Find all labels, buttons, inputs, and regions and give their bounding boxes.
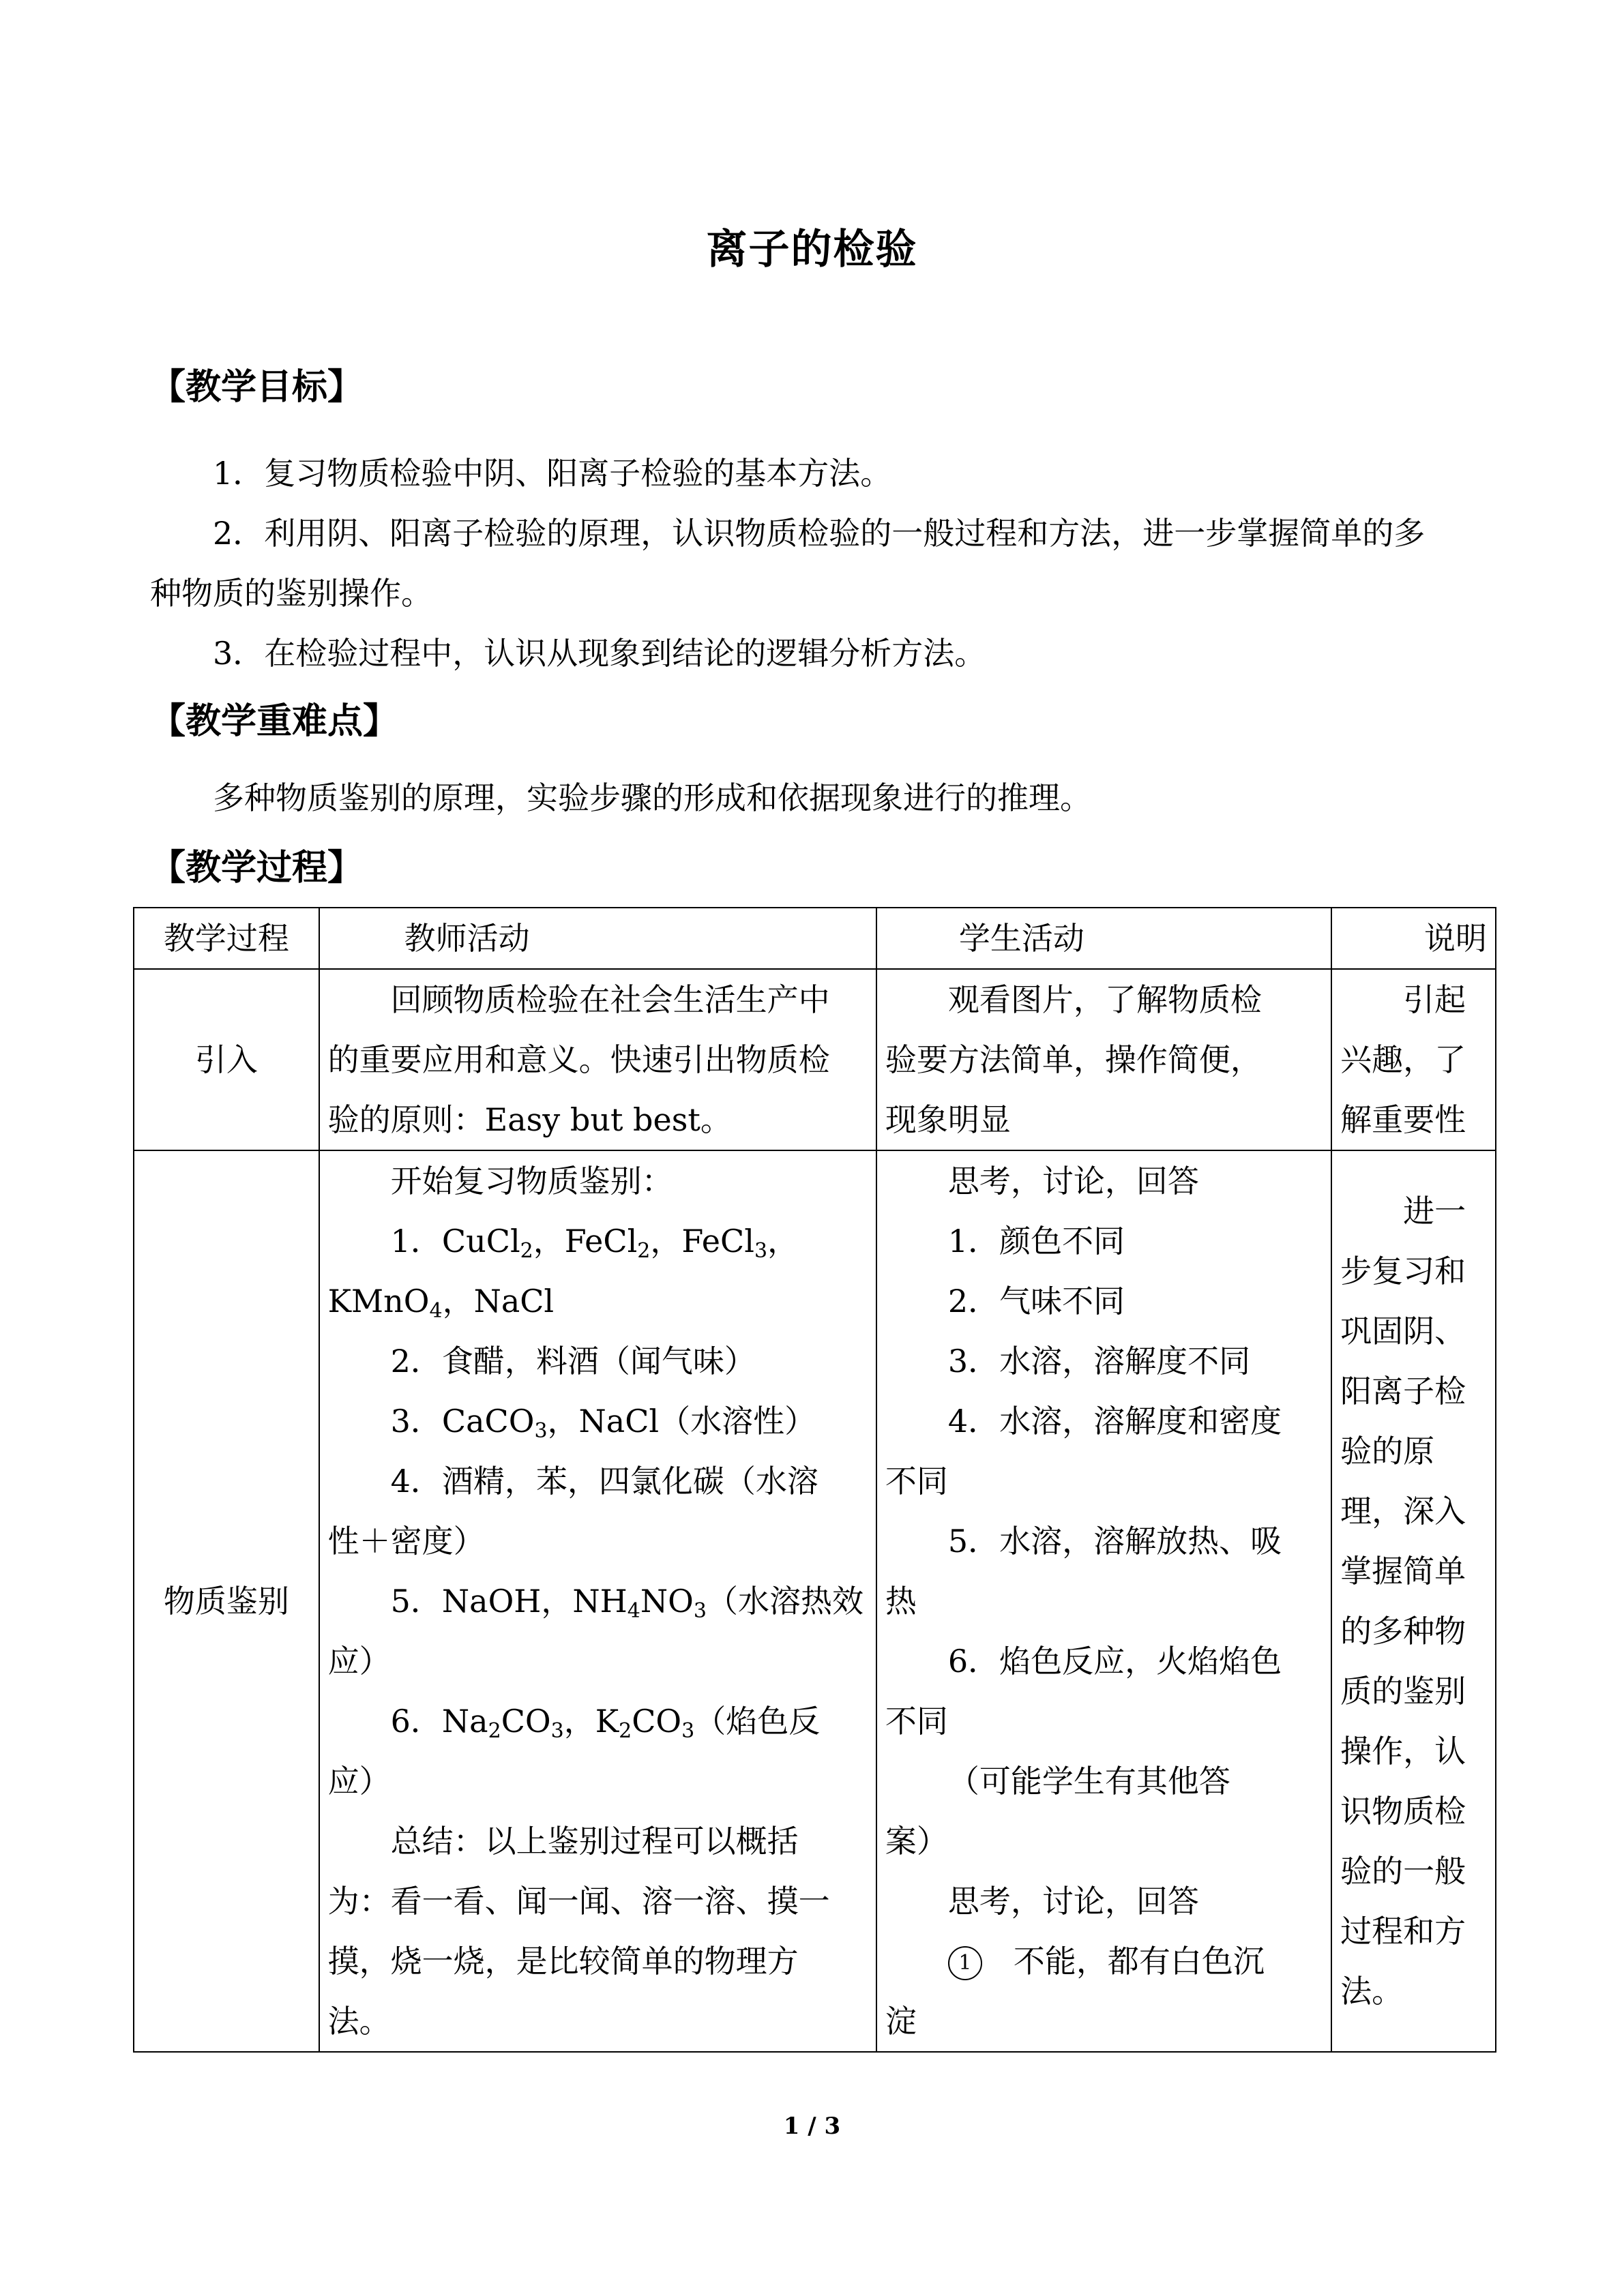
- text-line: 操作，认: [1340, 1733, 1466, 1770]
- formula-line: 3．CaCO$_3$，NaCl（水溶性）: [390, 1403, 816, 1443]
- key-points-text: [150, 768, 1480, 828]
- text-line: 4．酒精，苯，四氯化碳（水溶: [390, 1463, 818, 1500]
- text-line: 2．食醋，料酒（闻气味）: [390, 1343, 756, 1380]
- text-line: 应）: [327, 1643, 391, 1680]
- text-line: 开始复习物质鉴别：: [390, 1163, 673, 1199]
- text-line: 验的原则：Easy but best。: [327, 1101, 732, 1138]
- objectives-list: [150, 443, 1480, 683]
- formula-line: KMnO$_4$，NaCl: [327, 1283, 555, 1323]
- text-line: 不同: [885, 1463, 948, 1500]
- text-line: 2．气味不同: [947, 1283, 1125, 1320]
- teacher-activity: [319, 969, 876, 1150]
- text-line: 验要方法简单，操作简便，: [885, 1041, 1262, 1078]
- process-table: [133, 907, 1496, 2053]
- objective-2: 2．利用阴、阳离子检验的原理，认识物质检验的一般过程和方法，进一步掌握简单的多: [213, 515, 1426, 552]
- text-line: 法。: [327, 2003, 391, 2040]
- formula-line: 6．$Na_2CO_3$，$K_2CO_3$（焰色反: [390, 1703, 821, 1743]
- text-line: 解重要性: [1340, 1101, 1466, 1138]
- text-line: 现象明显: [885, 1101, 1011, 1138]
- header-student: 学生活动: [876, 908, 1331, 969]
- text-line: 热: [885, 1583, 917, 1620]
- page-number: 1 / 3: [783, 2113, 841, 2140]
- text-line: 过程和方: [1340, 1913, 1466, 1950]
- page-title: 离子的检验: [706, 226, 918, 273]
- text-line: 引起: [1403, 981, 1466, 1018]
- table-row: [134, 1150, 1496, 2052]
- formula-line: 5．NaOH，$NH_4NO_3$（水溶热效: [390, 1583, 863, 1623]
- text-line: 摸，烧一烧，是比较简单的物理方: [327, 1943, 799, 1980]
- text-line: 识物质检: [1340, 1793, 1466, 1830]
- table-row: [134, 969, 1496, 1150]
- text-line: 阳离子检: [1340, 1373, 1466, 1410]
- student-activity: [876, 969, 1331, 1150]
- text-line: 性＋密度）: [327, 1523, 485, 1560]
- text-line: 验的原: [1340, 1433, 1435, 1470]
- note: [1331, 1150, 1496, 2052]
- text-line: 步复习和: [1340, 1253, 1466, 1289]
- section-heading-process: 【教学过程】: [150, 848, 364, 889]
- text-line: 掌握简单: [1340, 1553, 1466, 1590]
- text-line: 总结：以上鉴别过程可以概括: [390, 1823, 799, 1860]
- header-note: 说明: [1331, 908, 1496, 969]
- section-heading-objectives: 【教学目标】: [150, 367, 364, 408]
- stage-identification: 物质鉴别: [134, 1150, 319, 2052]
- text-line: 的重要应用和意义。快速引出物质检: [327, 1041, 830, 1078]
- text-line: 不同: [885, 1703, 948, 1740]
- section-heading-key-points: 【教学重难点】: [150, 701, 399, 742]
- text-line: 案）: [885, 1823, 948, 1860]
- text-line: 3．水溶，溶解度不同: [947, 1343, 1251, 1380]
- table-header-row: [134, 908, 1496, 969]
- text-line: 验的一般: [1340, 1853, 1466, 1890]
- note: [1331, 969, 1496, 1150]
- text-line: 理，深入: [1340, 1493, 1466, 1530]
- text-line: （可能学生有其他答: [947, 1763, 1230, 1800]
- text-line: 兴趣，了: [1340, 1041, 1466, 1078]
- text-line: 的多种物: [1340, 1613, 1466, 1650]
- objective-2-cont: 种物质的鉴别操作。: [150, 575, 432, 612]
- objective-1: 1．复习物质检验中阴、阳离子检验的基本方法。: [213, 455, 892, 492]
- header-stage: 教学过程: [134, 908, 319, 969]
- teacher-activity: [319, 1150, 876, 2052]
- text-line: 淀: [885, 2003, 917, 2040]
- stage-intro: 引入: [134, 969, 319, 1150]
- text-line: 思考，讨论，回答: [947, 1883, 1199, 1920]
- formula-line: 1．CuCl$_2$，FeCl$_2$，FeCl$_3$，: [390, 1223, 799, 1263]
- header-teacher: 教师活动: [319, 908, 876, 969]
- text-line: 6．焰色反应，火焰焰色: [947, 1643, 1282, 1680]
- text-line: 应）: [327, 1763, 391, 1800]
- text-line: 为：看一看、闻一闻、溶一溶、摸一: [327, 1883, 830, 1920]
- text-line: 进一: [1403, 1193, 1466, 1229]
- text-line: 5．水溶，溶解放热、吸: [947, 1523, 1282, 1560]
- text-line: 4．水溶，溶解度和密度: [947, 1403, 1282, 1440]
- text-line: 质的鉴别: [1340, 1673, 1466, 1710]
- text-line: 观看图片，了解物质检: [947, 981, 1262, 1018]
- text-line: 巩固阴、: [1340, 1313, 1466, 1350]
- student-activity: [876, 1150, 1331, 2052]
- objective-3: 3．在检验过程中，认识从现象到结论的逻辑分析方法。: [213, 635, 986, 672]
- circled-number-icon: 1: [948, 1946, 982, 1980]
- text-line: 1 不能，都有白色沉: [885, 1931, 1323, 1991]
- text-line: 法。: [1340, 1973, 1404, 2010]
- text-line: 思考，讨论，回答: [947, 1163, 1199, 1199]
- text-line: 1．颜色不同: [947, 1223, 1125, 1259]
- key-points-line: 多种物质鉴别的原理，实验步骤的形成和依据现象进行的推理。: [213, 779, 1091, 816]
- text-line: 回顾物质检验在社会生活生产中: [390, 981, 830, 1018]
